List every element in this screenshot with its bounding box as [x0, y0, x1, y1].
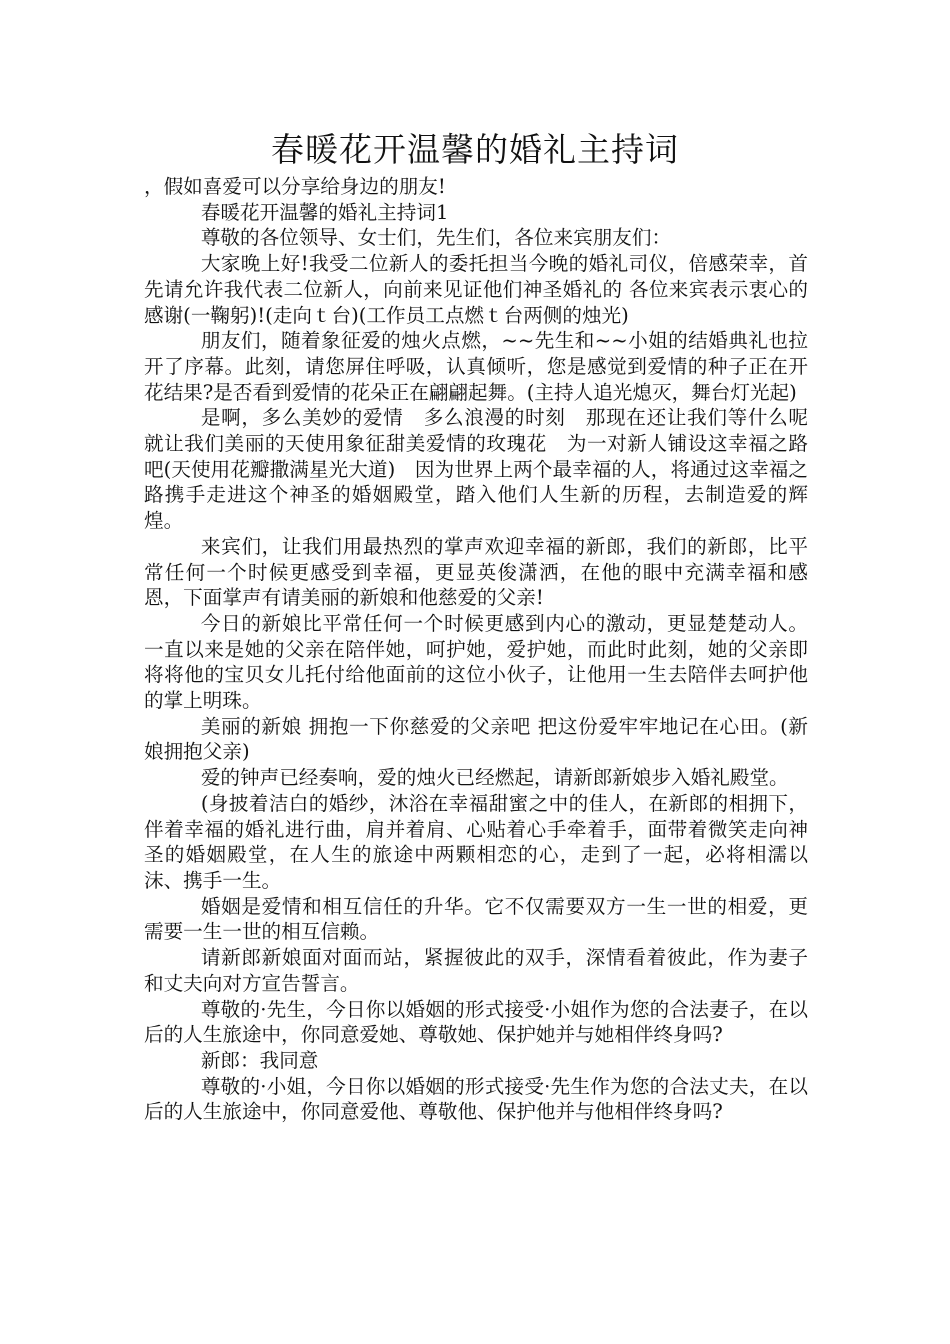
paragraph: 是啊，多么美妙的爱情 多么浪漫的时刻 那现在还让我们等什么呢 就让我们美丽的天使用象征甜美爱情的玫瑰花 为一对新人铺设这幸福之路吧(天使用花瓣撒满星光大道) 因为世界上两个最幸福的人，将通过这幸福之路携手走进这个神圣的婚姻殿堂，踏入他们人生新的历程，去制造爱的辉煌。 — [144, 406, 828, 533]
paragraph: 今日的新娘比平常任何一个时候更感到内心的激动，更显楚楚动人。一直以来是她的父亲在陪伴她，呵护她，爱护她，而此时此刻，她的父亲即将将他的宝贝女儿托付给他面前的这位小伙子，让他用一生去陪伴去呵护他的掌上明珠。 — [144, 611, 808, 713]
paragraph-subtitle: 春暖花开温馨的婚礼主持词1 — [200, 200, 449, 224]
paragraph: 美丽的新娘 拥抱一下你慈爱的父亲吧 把这份爱牢牢地记在心田。(新娘拥抱父亲) — [144, 714, 808, 764]
paragraph: 爱的钟声已经奏响，爱的烛火已经燃起，请新郎新娘步入婚礼殿堂。 — [200, 766, 789, 790]
paragraph: (身披着洁白的婚纱，沐浴在幸福甜蜜之中的佳人，在新郎的相拥下，伴着幸福的婚礼进行曲，肩并着肩、心贴着心手牵着手，面带着微笑走向神圣的婚姻殿堂，在人生的旅途中两颗相恋的心，走到了一起，必将相濡以沫、携手一生。 — [144, 791, 808, 892]
paragraph-groom-answer: 新郎：我同意 — [200, 1048, 319, 1072]
paragraph-vow-bride: 尊敬的·小姐，今日你以婚姻的形式接受·先生作为您的合法丈夫，在以后的人生旅途中，你同意爱他、尊敬他、保护他并与他相伴终身吗? — [144, 1074, 808, 1124]
document-body — [144, 174, 828, 1125]
paragraph: 来宾们，让我们用最热烈的掌声欢迎幸福的新郎，我们的新郎，比平常任何一个时候更感受到幸福，更显英俊潇洒，在他的眼中充满幸福和感恩，下面掌声有请美丽的新娘和他慈爱的父亲! — [144, 534, 808, 610]
paragraph: 大家晚上好!我受二位新人的委托担当今晚的婚礼司仪，倍感荣幸，首先请允许我代表二位新人，向前来见证他们神圣婚礼的 各位来宾表示衷心的感谢(一鞠躬)!(走向ｔ台)(工作员工点燃ｔ台两侧的烛光) — [144, 252, 808, 327]
paragraph: 婚姻是爱情和相互信任的升华。它不仅需要双方一生一世的相爱，更需要一生一世的相互信赖。 — [144, 894, 808, 944]
paragraph-share-note: ，假如喜爱可以分享给身边的朋友! — [144, 175, 446, 198]
paragraph-greeting: 尊敬的各位领导、女士们，先生们，各位来宾朋友们： — [200, 226, 672, 250]
paragraph: 朋友们，随着象征爱的烛火点燃，~~先生和~~小姐的结婚典礼也拉开了序幕。此刻，请您屏住呼吸，认真倾听，您是感觉到爱情的种子正在开花结果?是否看到爱情的花朵正在翩翩起舞。(主持人追光熄灭，舞台灯光起) — [144, 329, 808, 404]
document-title: 春暖花开温馨的婚礼主持词 — [271, 130, 679, 169]
paragraph-vow-groom: 尊敬的·先生，今日你以婚姻的形式接受·小姐作为您的合法妻子，在以后的人生旅途中，你同意爱她、尊敬她、保护她并与她相伴终身吗? — [144, 997, 808, 1047]
paragraph: 请新郎新娘面对面而站，紧握彼此的双手，深情看着彼此，作为妻子和丈夫向对方宣告誓言。 — [144, 946, 808, 995]
